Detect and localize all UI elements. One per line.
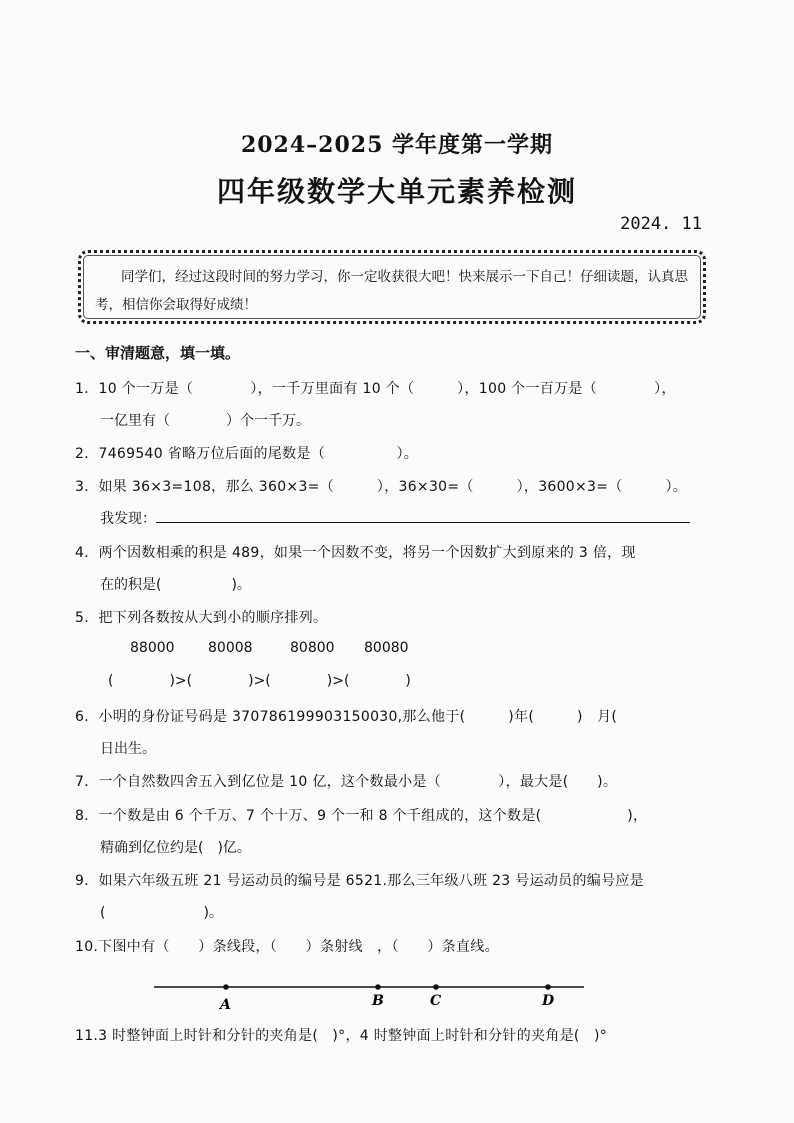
point-d-dot xyxy=(545,984,551,990)
point-c-label: C xyxy=(430,993,442,1009)
question-4-line2: 在的积是( )。 xyxy=(100,577,251,593)
question-1-line1: 1．10 个一万是（ ），一千万里面有 10 个（ ），100 个一百万是（ ）， xyxy=(75,381,676,397)
exam-term-title: 2024–2025 学年度第一学期 xyxy=(240,132,554,158)
ordering-blanks: ( )>( )>( )>( ) xyxy=(108,673,411,689)
question-7: 7．一个自然数四舍五入到亿位是 10 亿，这个数最小是（ ），最大是( )。 xyxy=(75,774,618,790)
question-5: 5．把下列各数按从大到小的顺序排列。 xyxy=(75,610,328,626)
number-item: 80008 xyxy=(208,640,253,656)
question-6-line2: 日出生。 xyxy=(100,741,156,757)
question-9-line2: ( )。 xyxy=(100,905,223,921)
notice-text: 同学们，经过这段时间的努力学习，你一定收获很大吧！快来展示一下自己！仔细读题，认真思考，相信你会取得好成绩！ xyxy=(95,269,688,313)
number-item: 88000 xyxy=(130,640,175,656)
question-3: 3．如果 36×3=108，那么 360×3=（ ），36×30=（ ），3600×3=（ ）。 xyxy=(75,479,688,495)
number-item: 80080 xyxy=(364,640,409,656)
answer-line xyxy=(156,508,690,523)
point-b-dot xyxy=(375,984,381,990)
question-3-found xyxy=(100,508,690,528)
notice-box xyxy=(78,250,706,324)
question-10: 10.下图中有（ ）条线段，（ ）条射线 ，（ ）条直线。 xyxy=(75,939,499,955)
point-c-dot xyxy=(433,984,439,990)
number-item: 80800 xyxy=(290,640,335,656)
line-diagram xyxy=(150,975,590,1015)
question-8-line1: 8．一个数是由 6 个千万、7 个十万、9 个一和 8 个千组成的，这个数是( )， xyxy=(75,808,648,824)
question-2: 2．7469540 省略万位后面的尾数是（ ）。 xyxy=(75,446,419,462)
question-4-line1: 4．两个因数相乘的积是 489，如果一个因数不变，将另一个因数扩大到原来的 3 倍，现 xyxy=(75,545,636,561)
question-9-line1: 9．如果六年级五班 21 号运动员的编号是 6521.那么三年级八班 23 号运动员的编号应是 xyxy=(75,873,644,889)
section-title: 一、审清题意，填一填。 xyxy=(75,344,241,362)
found-label: 我发现： xyxy=(100,511,156,527)
question-8-line2: 精确到亿位约是( )亿。 xyxy=(100,840,251,856)
point-a-label: A xyxy=(220,997,231,1013)
exam-date: 2024. 11 xyxy=(620,214,702,234)
question-6-line1: 6．小明的身份证号码是 370786199903150030,那么他于( )年( ) 月( xyxy=(75,709,618,725)
question-11: 11.3 时整钟面上时针和分针的夹角是( )°，4 时整钟面上时针和分针的夹角是( )° xyxy=(75,1028,608,1044)
point-a-dot xyxy=(223,984,229,990)
question-1-line2: 一亿里有（ ）个一千万。 xyxy=(100,413,310,429)
point-b-label: B xyxy=(372,993,384,1009)
point-d-label: D xyxy=(542,993,555,1009)
exam-title: 四年级数学大单元素养检测 xyxy=(216,175,577,208)
